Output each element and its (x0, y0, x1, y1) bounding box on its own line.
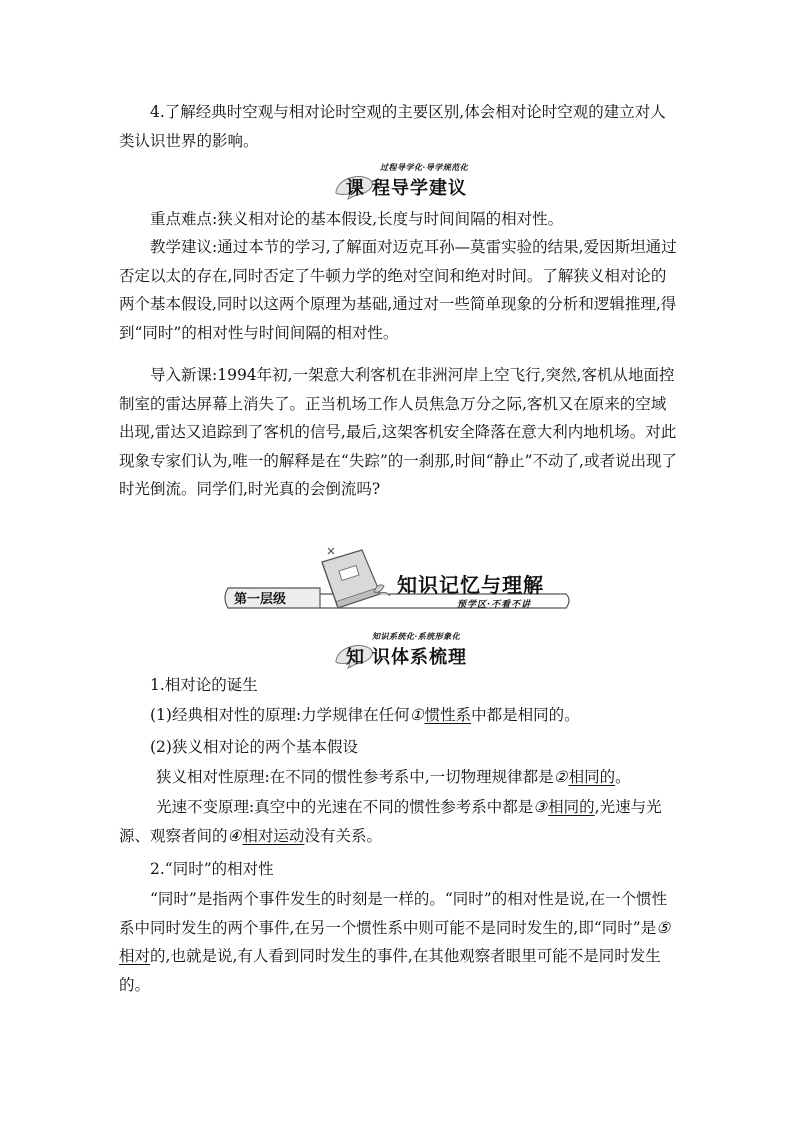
answer-marker: ① (409, 706, 424, 724)
level-title: 知识记忆与理解 (397, 573, 544, 597)
text: ,光速与光源、观察者间的 (119, 798, 662, 845)
section-caption: 知识系统化·系统形象化 (372, 631, 461, 641)
text: 。 (615, 768, 631, 786)
section-title-first: 知 (346, 647, 365, 668)
section-caption: 过程导学化·导学规范化 (380, 162, 469, 172)
lesson-introduction: 导入新课:1994年初,一架意大利客机在非洲河岸上空飞行,突然,客机从地面控制室的雷达屏幕上消失了。正当机场工作人员焦急万分之际,客机又在原来的空域出现,雷达又追踪到了客机的信号,最后,这架客机安全降落在意大利内地机场。对此现象专家们认为,唯一的解释是在“失踪”的一刹那,时间“静止”不动了,或者说出现了时光倒流。同学们,时光真的会倒流吗? (119, 366, 677, 498)
section-header-knowledge (0, 631, 794, 675)
answer-blank: 相同的 (548, 798, 595, 816)
key-points: 重点难点:狭义相对论的基本假设,长度与时间间隔的相对性。 (150, 210, 564, 228)
text: 的,也就是说,有人看到同时发生的事件,在其他观察者眼里可能不是同时发生的。 (119, 947, 661, 994)
simultaneity-paragraph (119, 885, 679, 999)
answer-blank: 相对运动 (242, 826, 305, 845)
level-banner (222, 573, 572, 618)
special-relativity-postulates-heading: (2)狭义相对论的两个基本假设 (150, 738, 358, 756)
text: 没有关系。 (304, 826, 382, 845)
text: 狭义相对性原理:在不同的惯性参考系中,一切物理规律都是 (156, 768, 554, 786)
section-header-course (0, 162, 794, 206)
level-label: 第一层级 (234, 592, 287, 607)
answer-marker: ④ (227, 826, 242, 845)
light-speed-principle (119, 793, 679, 850)
objective-4: 4.了解经典时空观与相对论时空观的主要区别,体会相对论时空观的建立对人类认识世界的影响。 (119, 103, 666, 150)
answer-marker: ③ (533, 798, 548, 816)
answer-marker: ② (553, 768, 568, 786)
section-title: 识体系梳理 (372, 647, 467, 668)
heading-simultaneity: 2.“同时”的相对性 (150, 860, 274, 878)
classical-relativity-principle (119, 701, 679, 730)
answer-blank: 相对 (119, 947, 151, 965)
book-icon (304, 542, 394, 622)
section-title: 程导学建议 (372, 178, 467, 199)
teaching-suggestion: 教学建议:通过本节的学习,了解面对迈克耳孙—莫雷实验的结果,爱因斯坦通过否定以太的存在,同时否定了牛顿力学的绝对空间和绝对时间。了解狭义相对论的两个基本假设,同时以这两个原理为基础,通过对一些简单现象的分析和逻辑推理,得到“同时”的相对性与时间间隔的相对性。 (119, 238, 677, 342)
level-subtitle: 预学区·不看不讲 (457, 600, 532, 610)
answer-blank: 惯性系 (424, 706, 472, 724)
relativity-principle (119, 763, 679, 792)
section-title-first: 课 (346, 178, 365, 199)
heading-relativity-birth: 1.相对论的诞生 (150, 676, 258, 694)
answer-blank: 相同的 (568, 768, 616, 786)
text: “同时”是指两个事件发生的时刻是一样的。“同时”的相对性是说,在一个惯性系中同时发生的两个事件,在另一个惯性系中则可能不是同时发生的,即“同时”是 (119, 890, 668, 937)
text: (1)经典相对性的原理:力学规律在任何 (150, 706, 410, 724)
answer-marker: ⑤ (656, 918, 671, 937)
text: 光速不变原理:真空中的光速在不同的惯性参考系中都是 (156, 798, 534, 816)
text: 中都是相同的。 (471, 706, 580, 724)
